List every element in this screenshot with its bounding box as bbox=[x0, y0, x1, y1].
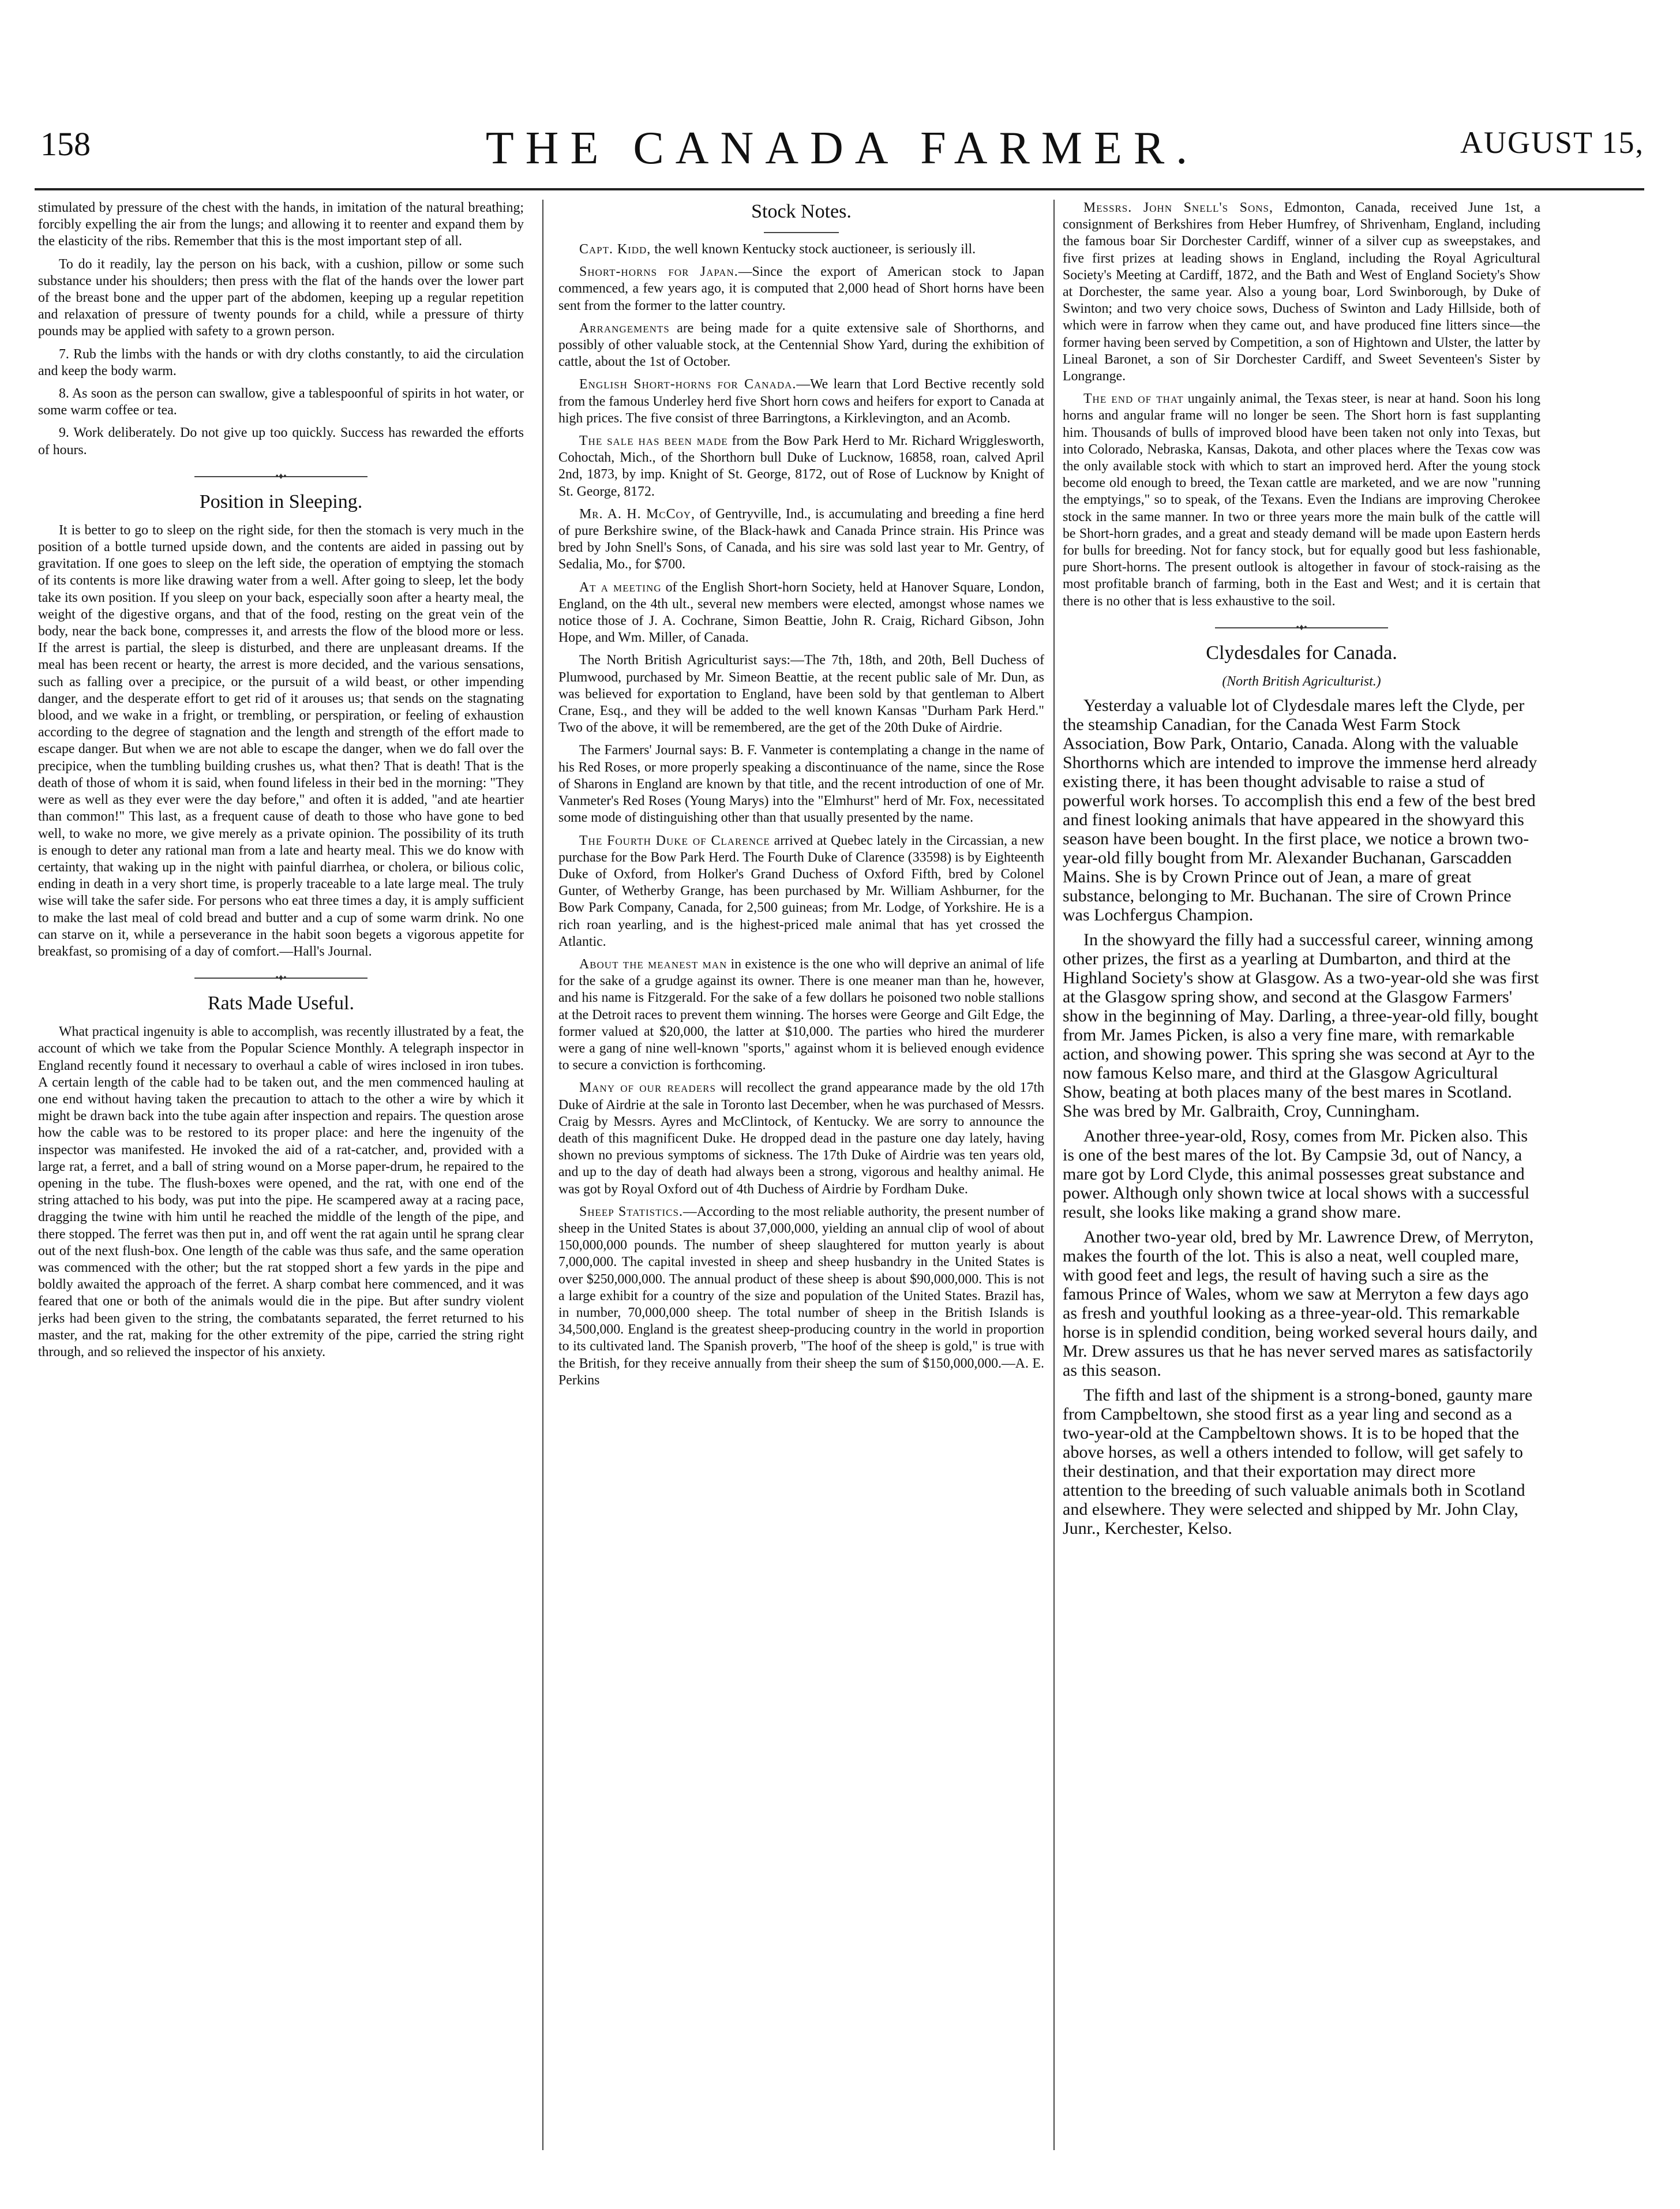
article-paragraph: 8. As soon as the person can swallow, give a tablespoonful of spirits in hot water, or some warm coffee or tea. bbox=[38, 386, 524, 418]
note-text: will recollect the grand appearance made by the old 17th Duke of Airdrie at the sale in Toronto last December, when he was purchased of Messrs. Craig by Messrs. Ayres and McClintock, of Kentucky. We are sorry to announce the death of this magnificent Duke. He dropped dead in the pasture one day lately, having shown no previous symptoms of sickness. The 17th Duke of Airdrie was ten years old, and up to the day of death had always been a strong, vigorous and healthy animal. He was got by Royal Oxford out of 4th Duchess of Airdrie by Fordham Duke. bbox=[558, 1080, 1044, 1197]
note-lead: About the meanest man bbox=[579, 956, 727, 972]
stock-note bbox=[558, 506, 1044, 574]
note-text: the well known Kentucky stock auctioneer, is seriously ill. bbox=[651, 242, 976, 257]
note-lead: Mr. A. H. McCoy, bbox=[579, 506, 695, 522]
note-text: of the English Short-horn Society, held at Hanover Square, London, England, on the 4th ult., several new members were elected, amongst whose names we notice those of J. A. Cochrane, Simon Beattie, John R. Craig, Richard Gibson, John Hope, and Wm. Miller, of Canada. bbox=[558, 579, 1044, 646]
stock-note: The North British Agriculturist says:—The 7th, 18th, and 20th, Bell Duchess of Plumwood, purchased by Mr. Simeon Beattie, at the recent public sale of Mr. Dun, as was believed for exportation to England, have been sold by that gentleman to Albert Crane, Esq., and they will be added to the well known Kansas "Durham Park Herd." Two of the above, it will be remembered, are the get of the 20th Duke of Airdrie. bbox=[558, 653, 1044, 736]
article-heading: Position in Sleeping. bbox=[199, 491, 363, 512]
note-text: —We learn that Lord Bective recently sold from the famous Underley herd five Short horn cows and heifers for export to Canada at high prices. The five consist of three Barringtons, a Kirklevington, and an Acomb. bbox=[558, 377, 1044, 426]
note-lead: The sale has been made bbox=[579, 433, 728, 449]
section-divider bbox=[194, 476, 367, 480]
note-lead: At a meeting bbox=[579, 579, 662, 595]
note-lead: Messrs. John Snell's Sons, bbox=[1083, 200, 1273, 215]
note-text: in existence is the one who will deprive an animal of life for the sake of a grudge against its owner. There is one meaner man than he, however, and his name is Fitzgerald. For the sake of a few dollars he poisoned two noble stallions at the Detroit races to prevent them winning. The horses were George and Gilt Edge, the former valued at $20,000, the latter at $10,000. The parties who hired the murderer were a gang of nine well-known "sports," against whom it is believed enough evidence to secure a conviction is forthcoming. bbox=[558, 956, 1044, 1073]
masthead bbox=[40, 125, 1644, 178]
article-paragraph: The fifth and last of the shipment is a strong-boned, gaunty mare from Campbeltown, she stood first as a year ling and second as a two-year-old at the Campbeltown shows. It is to be hoped that the above horses, as well a others intended to follow, will get safely to their destination, and that their exportation may direct more attention to the breeding of such valuable animals both in Scotland and elsewhere. They were selected and shipped by Mr. John Clay, Junr., Kerchester, Kelso. bbox=[1063, 1386, 1533, 1538]
article-paragraph: 9. Work deliberately. Do not give up too quickly. Success has rewarded the efforts of hours. bbox=[38, 425, 524, 458]
article-heading: Clydesdales for Canada. bbox=[1206, 642, 1397, 664]
source-credit: (North British Agriculturist.) bbox=[1222, 673, 1381, 689]
stock-note bbox=[1063, 200, 1540, 385]
article-paragraph: Yesterday a valuable lot of Clydesdale mares left the Clyde, per the steamship Canadian, for the Canada West Farm Stock Association, Bow Park, Ontario, Canada. Along with the valuable Shorthorns which are intended to improve the immense herd already existing there, it has been thought advisable to raise a stud of powerful work horses. To accomplish this end a few of the best bred and finest looking animals that have appeared in the showyard this season have been bought. In the first place, we notice a brown two-year-old filly bought from Mr. Alexander Buchanan, Garscadden Mains. She is by Crown Prince out of Jean, a mare of great substance, belonging to Mr. Buchanan. The sire of Crown Prince was Lochfergus Champion. bbox=[1063, 696, 1537, 925]
article-paragraph: What practical ingenuity is able to accomplish, was recently illustrated by a feat, the account of which we take from the Popular Science Monthly. A telegraph inspector in England recently found it necessary to overhaul a cable of wires inclosed in iron tubes. A certain length of the cable had to be taken out, and the men commenced hauling at one end without having taken the precaution to attach to the other a wire by which it might be drawn back into the tube again after inspection and repairs. The question arose how the cable was to be restored to its proper place: and here the ingenuity of the inspector was manifested. He invoked the aid of a rat-catcher, and, provided with a large rat, a ferret, and a ball of string wound on a Morse paper-drum, he repaired to the opening in the tube. The flush-boxes were opened, and the rat, with one end of the string attached to his body, was put into the pipe. He scampered away at a racing pace, dragging the twine with him until he reached the middle of the length of the pipe, and there stopped. The ferret was then put in, and off went the rat again until he sprang clear out of the next flush-box. One length of the cable was thus safe, and the same operation was commenced with the other; but the rat stopped short a few yards in the pipe and boldly awaited the approach of the ferret. A sharp combat here commenced, and it was feared that one or both of the animals would die in the pipe. But after sundry violent jerks had been given to the string, the combatants separated, the ferret returned to his master, and the rat, making for the other extremity of the pipe, carried the string right through, and so relieved the inspector of his anxiety. bbox=[38, 1024, 524, 1360]
note-lead: Arrangements bbox=[579, 320, 670, 336]
note-lead: Capt. Kidd, bbox=[579, 242, 651, 257]
note-text: arrived at Quebec lately in the Circassian, a new purchase for the Bow Park Herd. The Fourth Duke of Clarence (33598) is by Eighteenth Duke of Oxford, from Holker's Grand Duchess of Oxford Fifth, bred by Colonel Gunter, of Wetherby Grange, has been purchased by Mr. William Ashburner, for the Bow Park Company, Canada, for 2,500 guineas; from Mr. Lodge, of Yorkshire. He is a rich roan yearling, and is the highest-priced male animal that has yet crossed the Atlantic. bbox=[558, 833, 1044, 949]
article-heading: Rats Made Useful. bbox=[207, 993, 354, 1014]
stock-note bbox=[558, 1080, 1044, 1197]
column-1 bbox=[38, 200, 524, 2150]
note-text: —According to the most reliable authority, the present number of sheep in the United States is about 37,000,000, yielding an annual clip of wool of about 150,000,000 pounds. The number of sheep slaughtered for mutton yearly is about 7,000,000. The capital invested in sheep and sheep husbandry in the United States is over $250,000,000. The annual product of these sheep is about $90,000,000. This is not a large exhibit for a country of the size and population of the United States. Brazil has, in number, 70,000,000 sheep. The total number of sheep in the British Islands is 34,500,000. England is the greatest sheep-producing country in the world in proportion to its cultivated land. The Spanish proverb, "The hoof of the sheep is gold," is true with the British, for they receive annually from their sheep the sum of $150,000,000.—A. E. Perkins bbox=[558, 1204, 1044, 1388]
stock-note bbox=[558, 264, 1044, 314]
note-text: are being made for a quite extensive sale of Shorthorns, and possibly of other valuable stock, at the Centennial Show Yard, during the exhibition of cattle, about the 1st of October. bbox=[558, 320, 1044, 370]
article-paragraph: To do it readily, lay the person on his back, with a cushion, pillow or some such substance under his shoulders; then press with the flat of the hands over the lower part of the breast bone and the upper part of the abdomen, keeping up a regular repetition and relaxation of pressure of twenty pounds for a child, while a pressure of thirty pounds may be applied with safety to a grown person. bbox=[38, 256, 524, 339]
column-divider bbox=[1053, 200, 1055, 2150]
note-lead: The end of that bbox=[1083, 391, 1184, 407]
stock-note bbox=[558, 579, 1044, 647]
article-paragraph: 7. Rub the limbs with the hands or with dry cloths constantly, to aid the circulation and keep the body warm. bbox=[38, 346, 524, 379]
note-lead: English Short-horns for Canada. bbox=[579, 377, 797, 392]
note-text: of Gentryville, Ind., is accumulating and breeding a fine herd of pure Berkshire swine, of the Black-hawk and Canada Prince strain. His Prince was bred by John Snell's Sons, of Canada, and his sire was sold last year to Mr. Gentry, of Sedalia, Mo., for $700. bbox=[558, 506, 1044, 572]
section-divider bbox=[1215, 627, 1388, 631]
column-3 bbox=[1063, 200, 1540, 2150]
note-text: Edmonton, Canada, received June 1st, a consignment of Berkshires from Heber Humfrey, of Shrivenham, England, including the famous boar Sir Dorchester Cardiff, winner of a silver cup as sweepstakes, and five first prizes at leading shows in England, including the Royal Agricultural Society's Meeting at Cardiff, 1872, and the Bath and West of England Society's Show at Dorchester, the same year. Also a young boar, Lord Swinborough, by Duke of Swinton; and two very choice sows, Duchess of Swinton and Lady Hillside, both of which were in farrow when they came out, and have produced fine litters since—the former having been served by Competition, a son of Hightown and Ulster, the latter by Lineal Baronet, a son of Sir Dorchester Cardiff, and Sweet Seventeen's Sister by Longrange. bbox=[1063, 200, 1540, 384]
section-divider bbox=[194, 978, 367, 981]
article-heading: Stock Notes. bbox=[751, 201, 852, 222]
note-lead: The Fourth Duke of Clarence bbox=[579, 833, 770, 848]
stock-note bbox=[558, 1204, 1044, 1389]
note-text: —Since the export of American stock to Japan commenced, a few years ago, it is computed that 2,000 head of Short horns have been sent from the former to the latter country. bbox=[558, 264, 1044, 313]
article-paragraph: stimulated by pressure of the chest with the hands, in imitation of the natural breathing; forcibly expelling the air from the lungs; and allowing it to reenter and expand them by the elasticity of the ribs. Remember that this is the most important step of all. bbox=[38, 200, 524, 249]
article-paragraph: It is better to go to sleep on the right side, for then the stomach is very much in the position of a bottle turned upside down, and the contents are aided in passing out by gravitation. If one goes to sleep on the left side, the operation of emptying the stomach of its contents is more like drawing water from a well. After going to sleep, let the body take its own position. If you sleep on your back, especially soon after a hearty meal, the weight of the digestive organs, and that of the food, resting on the great vein of the body, near the back bone, compresses it, and arrests the flow of the blood more or less. If the arrest is partial, the sleep is disturbed, and there are unpleasant dreams. If the meal has been recent or hearty, the arrest is more decided, and the various sensations, such as falling over a precipice, or the pursuit of a wild beast, or other impending danger, and the desperate effort to get rid of it arouses us; that sends on the stagnating blood, and we wake in a fright, or trembling, or perspiration, or feeling of exhaustion according to the degree of stagnation and the length and strength of the effort made to escape danger. But when we are not able to escape the danger, when we do fall over the precipice, when the tumbling building crushes us, what then? That is death! That is the death of those of whom it is said, when found lifeless in their bed in the morning: "They were as well as they ever were the day before," and often it is added, "and ate heartier than common!" This last, as a frequent cause of death to those who have gone to bed well, to wake no more, we give merely as a private opinion. The possibility of its truth is enough to deter any rational man from a late and hearty meal. This we do know with certainty, that waking up in the night with painful diarrhea, or cholera, or bilious colic, ending in death in a very short time, is properly traceable to a late large meal. The truly wise will take the safer side. For persons who eat three times a day, it is amply sufficient to make the last meal of cold bread and butter and a cup of some warm drink. No one can starve on it, while a perseverance in the habit soon begets a vigorous appetite for breakfast, so promising of a day of comfort.—Hall's Journal. bbox=[38, 522, 524, 959]
page-number: 158 bbox=[40, 125, 91, 163]
stock-note bbox=[558, 833, 1044, 950]
note-text: ungainly animal, the Texas steer, is near at hand. Soon his long horns and angular frame will no longer be seen. The Short horn is fast supplanting him. Thousands of bulls of improved blood have been taken not only into Texas, but into Colorado, Nebraska, Kansas, Dakota, and other places where the Texas cow was the only available stock with which to start an improved herd. After the young stock become old enough to breed, the Texan cattle are marketed, and we are now "running the emptyings," so to speak, of the Texans. Even the Indians are improving Cherokee stock in the same manner. In two or three years more the main bulk of the cattle will be Short-horn grades, and a great and steady demand will be made upon Eastern herds for bulls for breeding. Not for fancy stock, but for equally good but less fashionable, pure Short-horns. The present outlook is altogether in favour of stock-raising as the most profitable branch of farming, both in the East and West; and it is certain that there is no other that is less exhaustive to the soil. bbox=[1063, 391, 1540, 609]
article-paragraph: Another three-year-old, Rosy, comes from Mr. Picken also. This is one of the best mares of the lot. By Campsie 3d, out of Nancy, a mare got by Lord Clyde, this animal possesses great substance and power. Although only shown twice at local shows with a successful result, she looks like making a grand show mare. bbox=[1063, 1126, 1530, 1222]
stock-note bbox=[558, 376, 1044, 427]
column-divider bbox=[542, 200, 543, 2150]
newspaper-title: THE CANADA FARMER. bbox=[485, 123, 1199, 174]
article-paragraph: Another two-year old, bred by Mr. Lawrence Drew, of Merryton, makes the fourth of the lot. This is also a neat, well coupled mare, with good feet and legs, the result of having such a sire as the famous Prince of Wales, whom we saw at Merryton a few days ago as fresh and youthful looking as a three-year-old. This remarkable horse is in splendid condition, being worked several hours daily, and Mr. Drew assures us that he has never served mares as satisfactorily as this season. bbox=[1063, 1227, 1537, 1380]
section-divider bbox=[764, 232, 839, 233]
masthead-rule bbox=[35, 188, 1644, 190]
stock-note: The Farmers' Journal says: B. F. Vanmeter is contemplating a change in the name of his Red Roses, or more properly speaking a discontinuance of the name, since the Rose of Sharons in England are known by that title, and the recent introduction of one of Mr. Vanmeter's Red Roses (Young Marys) into the "Elmhurst" herd of Mr. Fox, necessitated some mode of distinguishing other than that usually presented by the name. bbox=[558, 743, 1044, 826]
stock-note bbox=[558, 956, 1044, 1074]
issue-date: AUGUST 15, bbox=[1460, 125, 1644, 160]
article-paragraph: In the showyard the filly had a successful career, winning among other prizes, the first as a yearling at Dumbarton, and third at the Highland Society's show at Glasgow. As a two-year-old she was first at the Glasgow spring show, and second at the Glasgow Farmers' show in the beginning of May. Darling, a three-year-old filly, bought from Mr. James Picken, is also a very fine mare, with remarkable action, and showing power. This spring she was second at Ayr to the now famous Kelso mare, and third at the Glasgow Agricultural Show, beating at both places many of the best mares in Scotland. She was bred by Mr. Galbraith, Croy, Cunningham. bbox=[1063, 930, 1539, 1121]
column-2 bbox=[558, 200, 1044, 2150]
stock-note bbox=[558, 320, 1044, 371]
note-lead: Many of our readers bbox=[579, 1080, 716, 1096]
stock-note bbox=[558, 433, 1044, 500]
note-text: from the Bow Park Herd to Mr. Richard Wrigglesworth, Cohoctah, Mich., of the Shorthorn bull Duke of Lucknow, 16858, roan, calved April 2nd, 1873, by imp. Knight of St. George, 8172, out of Rose of Lucknow by Knight of St. George, 8172. bbox=[558, 433, 1044, 499]
note-lead: Short-horns for Japan. bbox=[579, 264, 738, 280]
stock-note bbox=[558, 241, 1044, 258]
note-lead: Sheep Statistics. bbox=[579, 1204, 683, 1219]
stock-note bbox=[1063, 391, 1540, 610]
